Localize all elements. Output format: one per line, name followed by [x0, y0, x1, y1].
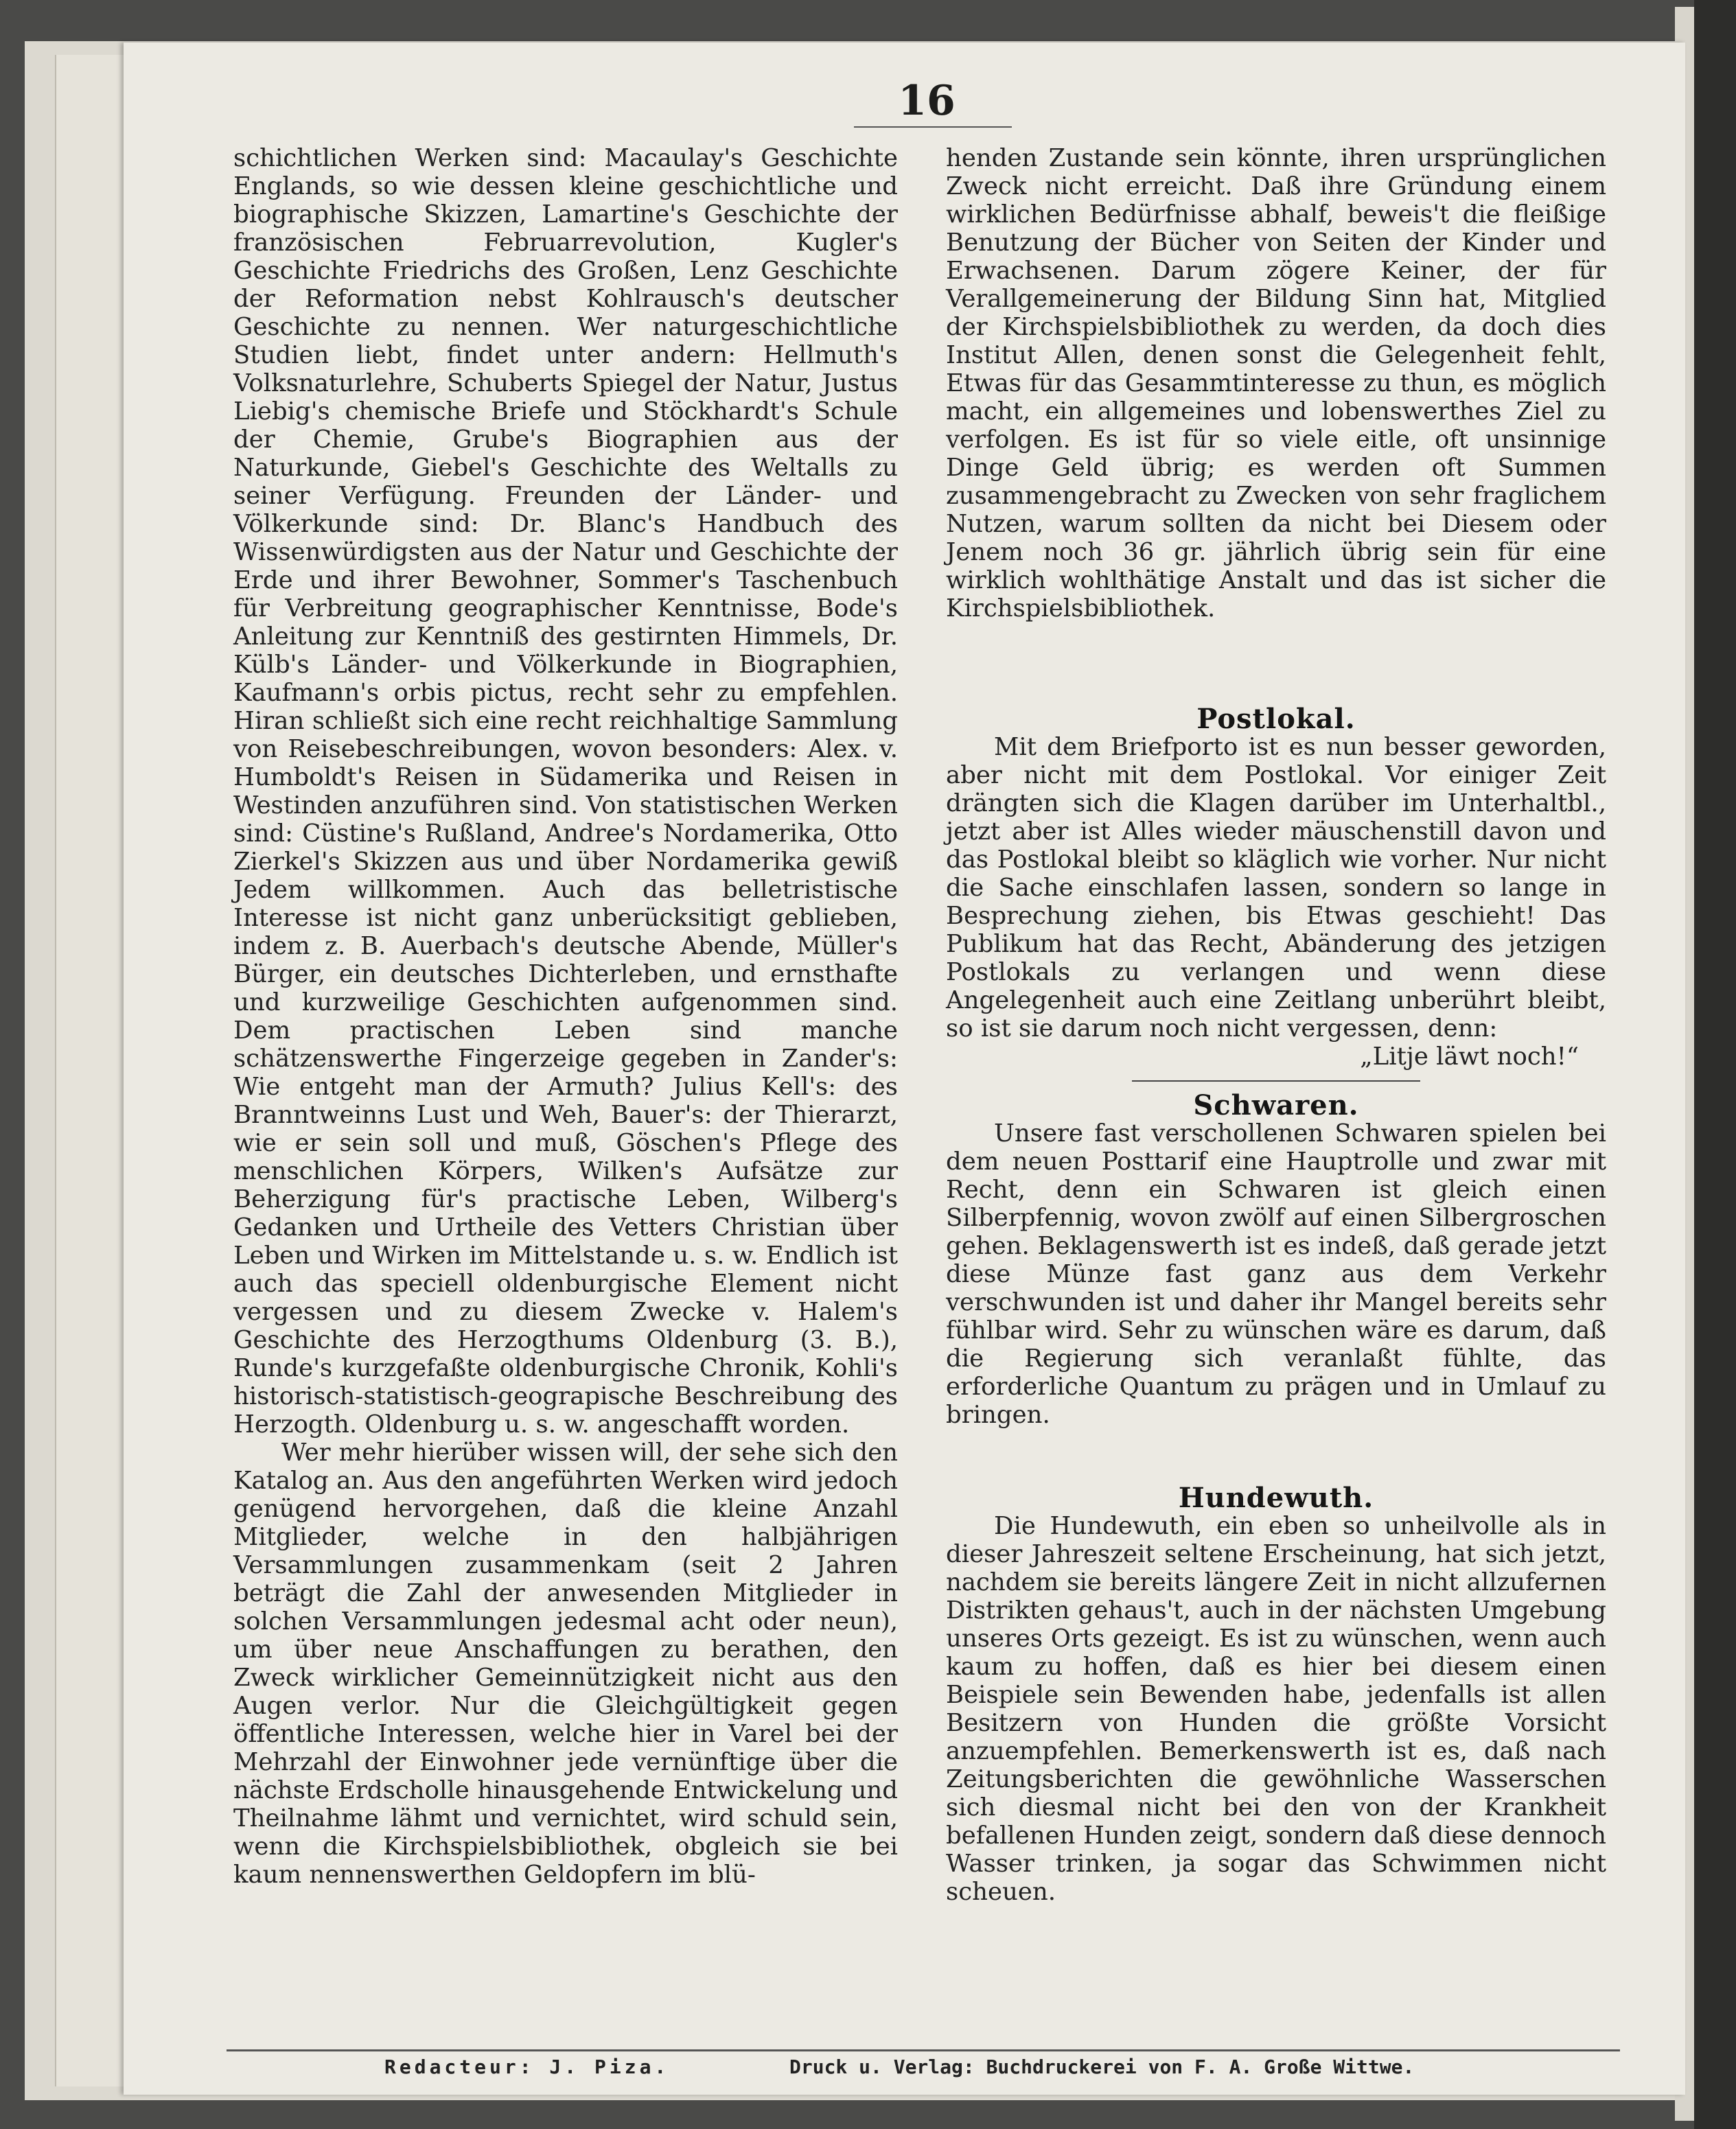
section-heading-hundewuth: Hundewuth. [1178, 1482, 1374, 1514]
page-number: 16 [898, 77, 956, 125]
section-heading-postlokal: Postlokal. [1196, 703, 1356, 735]
section-text-schwaren: Unsere fast verschollenen Schwaren spielen bei dem neuen Posttarif eine Hauptrolle und zwar mit Recht, denn ein Schwaren ist gleich einen Silberpfennig, wovon zwölf auf einen Silbergroschen gehen. Beklagenswerth ist es indeß, daß gerade jetzt diese Münze fast ganz aus dem Verkehr verschwunden ist und daher ihr Mangel bereits sehr fühlbar wird. Sehr zu wünschen wäre es darum, daß die Regierung sich veranlaßt fühlte, das erforderliche Quantum zu prägen und in Umlauf zu bringen. [946, 1119, 1606, 1429]
page-number-rule [854, 126, 1012, 128]
imprint-footer [227, 2049, 1620, 2083]
footer-printer: Druck u. Verlag: Buchdruckerei von F. A. Große Wittwe. [789, 2056, 1415, 2078]
left-paragraph-2: Wer mehr hierüber wissen will, der sehe sich den Katalog an. Aus den angeführten Werken wird jedoch genügend hervorgehen, daß die kleine Anzahl Mitglieder, welche in den halbjährigen Versammlungen zusammenkam (seit 2 Jahren beträgt die Zahl der anwesenden Mitglieder in solchen Versammlungen jedesmal acht oder neun), um über neue Anschaffungen zu berathen, den Zweck wirklicher Gemeinnützigkeit nicht aus den Augen verlor. Nur die Gleichgültigkeit gegen öffentliche Interessen, welche hier in Varel bei der Mehrzahl der Einwohner jede vernünftige über die nächste Erdscholle hinausgehende Entwickelung und Theilnahme lähmt und vernichtet, wird schuld sein, wenn die Kirchspielsbibliothek, obgleich sie bei kaum nennenswerthen Geldopfern im blü- [233, 1439, 898, 1889]
section-text-postlokal: Mit dem Briefporto ist es nun besser geworden, aber nicht mit dem Postlokal. Vor einiger Zeit drängten sich die Klagen darüber im Unterhaltbl., jetzt aber ist Alles wieder mäuschenstill davon und das Postlokal bleibt so kläglich wie vorher. Nur nicht die Sache einschlafen lassen, sondern so lange in Besprechung ziehen, bis Etwas geschieht! Das Publikum hat das Recht, Abänderung des jetzigen Postlokals zu verlangen und wenn diese Angelegenheit auch eine Zeitlang unberührt bleibt, so ist sie darum noch nicht vergessen, denn: [946, 733, 1606, 1043]
section-quote-postlokal: „Litje läwt noch!“ [1360, 1043, 1579, 1071]
right-intro-paragraph: henden Zustande sein könnte, ihren ursprünglichen Zweck nicht erreicht. Daß ihre Gründung einem wirklichen Bedürfnisse abhalf, beweis't die fleißige Benutzung der Bücher von Seiten der Kinder und Erwachsenen. Darum zögere Keiner, der für Verallgemeinerung der Bildung Sinn hat, Mitglied der Kirchspielsbibliothek zu werden, da doch dies Institut Allen, denen sonst die Gelegenheit fehlt, Etwas für das Gesammtinteresse zu thun, es möglich macht, ein allgemeines und lobenswerthes Ziel zu verfolgen. Es ist für so viele eitle, oft unsinnige Dinge Geld übrig; es werden oft Summen zusammengebracht zu Zwecken von sehr fraglichem Nutzen, warum sollten da nicht bei Diesem oder Jenem noch 36 gr. jährlich übrig sein für eine wirklich wohlthätige Anstalt und das ist sicher die Kirchspielsbibliothek. [946, 144, 1606, 623]
right-column [946, 144, 1606, 1906]
left-paragraph-1: schichtlichen Werken sind: Macaulay's Geschichte Englands, so wie dessen kleine geschichtliche und biographische Skizzen, Lamartine's Geschichte der französischen Februarrevolution, Kugler's Geschichte Friedrichs des Großen, Lenz Geschichte der Reformation nebst Kohlrausch's deutscher Geschichte zu nennen. Wer naturgeschichtliche Studien liebt, findet unter andern: Hellmuth's Volksnaturlehre, Schuberts Spiegel der Natur, Justus Liebig's chemische Briefe und Stöckhardt's Schule der Chemie, Grube's Biographien aus der Naturkunde, Giebel's Geschichte des Weltalls zu seiner Verfügung. Freunden der Länder- und Völkerkunde sind: Dr. Blanc's Handbuch des Wissenwürdigsten aus der Natur und Geschichte der Erde und ihrer Bewohner, Sommer's Taschenbuch für Verbreitung geographischer Kenntnisse, Bode's Anleitung zur Kenntniß des gestirnten Himmels, Dr. Külb's Länder- und Völkerkunde in Biographien, Kaufmann's orbis pictus, recht sehr zu empfehlen. Hiran schließt sich eine recht reichhaltige Sammlung von Reisebeschreibungen, wovon besonders: Alex. v. Humboldt's Reisen in Südamerika und Reisen in Westinden anzuführen sind. Von statistischen Werken sind: Cüstine's Rußland, Andree's Nordamerika, Otto Zierkel's Skizzen aus und über Nordamerika gewiß Jedem willkommen. Auch das belletristische Interesse ist nicht ganz unberücksitigt geblieben, indem z. B. Auerbach's deutsche Abende, Müller's Bürger, ein deutsches Dichterleben, und ernsthafte und kurzweilige Geschichten aufgenommen sind. Dem practischen Leben sind manche schätzenswerthe Fingerzeige gegeben in Zander's: Wie entgeht man der Armuth? Julius Kell's: des Branntweinns Lust und Weh, Bauer's: der Thierarzt, wie er sein soll und muß, Göschen's Pflege des menschlichen Körpers, Wilken's Aufsätze zur Beherzigung für's practische Leben, Wilberg's Gedanken und Urtheile des Vetters Christian über Leben und Wirken im Mittelstande u. s. w. Endlich ist auch das speciell oldenburgische Element nicht vergessen und zu diesem Zwecke v. Halem's Geschichte des Herzogthums Oldenburg (3. B.), Runde's kurzgefaßte oldenburgische Chronik, Kohli's historisch-statistisch-geograpische Beschreibung des Herzogth. Oldenburg u. s. w. angeschafft worden. [233, 144, 898, 1439]
left-column [233, 144, 898, 1889]
scan-background-edge [1694, 0, 1736, 2129]
section-heading-schwaren: Schwaren. [1193, 1089, 1359, 1121]
footer-editor: Redacteur: J. Piza. [384, 2056, 670, 2078]
section-text-hundewuth: Die Hundewuth, ein eben so unheilvolle als in dieser Jahreszeit seltene Erscheinung, hat sich jetzt, nachdem sie bereits längere Zeit in nicht allzufernen Distrikten gehaus't, auch in der nächsten Umgebung unseres Orts gezeigt. Es ist zu wünschen, wenn auch kaum zu hoffen, daß es hier bei diesem einen Beispiele sein Bewenden habe, jedenfalls ist allen Besitzern von Hunden die größte Vorsicht anzuempfehlen. Bemerkenswerth ist es, daß nach Zeitungsberichten die gewöhnliche Wasserschen sich diesmal nicht bei den von der Krankheit befallenen Hunden zeigt, sondern daß diese dennoch Wasser trinken, ja sogar das Schwimmen nicht scheuen. [946, 1512, 1606, 1906]
